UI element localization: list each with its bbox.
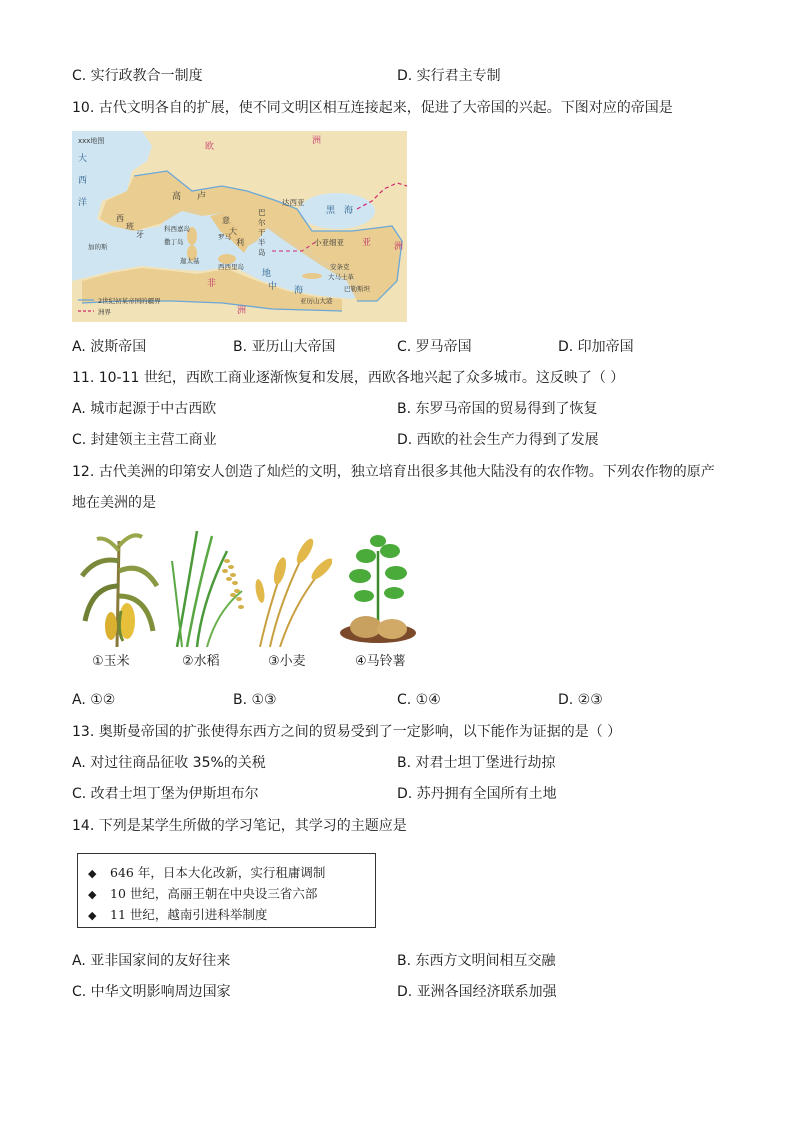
map-label-med-1: 地 (262, 269, 272, 279)
wheat-image (250, 531, 332, 647)
map-label-palestine: 巴勒斯坦 (344, 285, 370, 293)
map-label-atlantic-1: 大 (78, 154, 88, 164)
study-notes-box (77, 853, 376, 928)
note-text: 10 世纪，高丽王朝在中央设三省六部 (110, 886, 318, 901)
q11-option-c: C. 封建领主主营工商业 (72, 432, 217, 448)
crop-label-rice: ②水稻 (182, 654, 220, 669)
crop-label-wheat: ③小麦 (268, 654, 306, 669)
roman-empire-map (72, 131, 407, 322)
map-label-black-sea-2: 海 (344, 206, 354, 216)
map-label-black-sea-1: 黑 (326, 206, 336, 216)
note-text: 11 世纪，越南引进科举制度 (110, 907, 268, 922)
q13-option-a: A. 对过往商品征收 35%的关税 (72, 755, 266, 771)
q10-option-a: A. 波斯帝国 (72, 339, 147, 355)
q11-option-d: D. 西欧的社会生产力得到了发展 (397, 432, 599, 448)
map-label-corsica: 科西嘉岛 (164, 225, 190, 233)
map-label-africa-2: 洲 (237, 306, 247, 316)
map-label-africa-1: 非 (207, 279, 217, 289)
map-legend-continent: 洲界 (98, 308, 111, 316)
q11-option-a: A. 城市起源于中古西欧 (72, 401, 217, 417)
map-label-atlantic-2: 西 (78, 176, 88, 186)
map-label-italy-2: 大 (229, 227, 237, 236)
q11-stem: 11. 10-11 世纪，西欧工商业逐渐恢复和发展，西欧各地兴起了众多城市。这反映了（ ） (72, 370, 625, 386)
q12-option-d: D. ②③ (558, 692, 603, 708)
q12-stem-line2: 地在美洲的是 (72, 495, 156, 511)
map-label-gaul-1: 高 (172, 192, 182, 202)
map-label-italy-3: 利 (236, 238, 244, 247)
map-label-med-3: 海 (294, 286, 304, 296)
note-item (88, 863, 325, 881)
map-label-alexandria: 亚历山大港 (300, 297, 333, 305)
crop-label-potato: ④马铃薯 (355, 654, 406, 669)
map-label-europe-1: 欧 (205, 142, 215, 152)
note-text: 646 年，日本大化改新，实行租庸调制 (110, 865, 326, 880)
bullet-diamond-icon: ◆ (88, 909, 97, 922)
q11-option-b: B. 东罗马帝国的贸易得到了恢复 (397, 401, 598, 417)
bullet-diamond-icon: ◆ (88, 867, 97, 880)
q10-option-b: B. 亚历山大帝国 (233, 339, 336, 355)
map-label-dacia: 达西亚 (282, 198, 305, 207)
map-label-top: xxx地图 (78, 137, 105, 145)
map-label-sardinia: 撒丁岛 (164, 238, 184, 246)
q14-option-b: B. 东西方文明间相互交融 (397, 953, 556, 969)
map-label-balkan-4: 半 (258, 238, 266, 247)
q12-option-c: C. ①④ (397, 692, 441, 708)
q13-stem: 13. 奥斯曼帝国的扩张使得东西方之间的贸易受到了一定影响，以下能作为证据的是（ ） (72, 724, 622, 740)
map-legend-border: 2世纪初某帝国的疆界 (98, 297, 161, 305)
crop-label-corn: ①玉米 (92, 654, 130, 669)
q14-option-a: A. 亚非国家间的友好往来 (72, 953, 231, 969)
q13-option-b: B. 对君士坦丁堡进行劫掠 (397, 755, 556, 771)
q13-option-d: D. 苏丹拥有全国所有土地 (397, 786, 557, 802)
map-label-spain-3: 牙 (136, 230, 144, 239)
map-label-sicily: 西西里岛 (218, 263, 244, 271)
q10-option-d: D. 印加帝国 (558, 339, 634, 355)
map-label-italy-1: 意 (222, 216, 230, 225)
potato-image (338, 531, 420, 647)
map-label-atlantic-3: 洋 (78, 198, 88, 208)
map-label-gaul-2: 卢 (197, 192, 207, 202)
bullet-diamond-icon: ◆ (88, 888, 97, 901)
q14-stem: 14. 下列是某学生所做的学习笔记，其学习的主题应是 (72, 818, 407, 834)
q12-stem-line1: 12. 古代美洲的印第安人创造了灿烂的文明，独立培育出很多其他大陆没有的农作物。下列农作物的原产 (72, 464, 715, 480)
rice-image (167, 531, 249, 647)
q13-option-c: C. 改君士坦丁堡为伊斯坦布尔 (72, 786, 259, 802)
map-label-balkan-5: 岛 (258, 248, 266, 257)
q10-option-c: C. 罗马帝国 (397, 339, 472, 355)
corn-image (77, 531, 159, 647)
q10-stem: 10. 古代文明各自的扩展，使不同文明区相互连接起来，促进了大帝国的兴起。下图对应的帝国是 (72, 100, 673, 116)
note-item (88, 905, 267, 923)
map-label-balkan-2: 尔 (258, 218, 266, 227)
q12-option-b: B. ①③ (233, 692, 277, 708)
map-label-asia-2: 洲 (394, 242, 404, 252)
map-label-balkan-1: 巴 (258, 208, 266, 217)
map-label-rome: 罗马 (218, 233, 231, 241)
note-item (88, 884, 317, 902)
map-label-spain-1: 西 (116, 214, 124, 223)
q14-option-c: C. 中华文明影响周边国家 (72, 984, 231, 1000)
map-label-carthage: 迦太基 (180, 257, 200, 265)
q12-option-a: A. ①② (72, 692, 116, 708)
map-label-balkan-3: 干 (258, 228, 266, 237)
map-label-asia-1: 亚 (362, 238, 372, 248)
map-label-damascus: 大马士革 (328, 273, 354, 281)
map-label-europe-2: 洲 (312, 136, 322, 146)
map-label-med-2: 中 (268, 282, 278, 292)
q14-option-d: D. 亚洲各国经济联系加强 (397, 984, 557, 1000)
map-label-spain-2: 班 (126, 222, 134, 231)
q9-option-c: C. 实行政教合一制度 (72, 68, 203, 84)
q9-option-d: D. 实行君主专制 (397, 68, 501, 84)
map-label-asia-minor: 小亚细亚 (314, 238, 344, 247)
map-label-gades: 加的斯 (88, 243, 108, 251)
map-label-antioch: 安条克 (330, 263, 350, 271)
